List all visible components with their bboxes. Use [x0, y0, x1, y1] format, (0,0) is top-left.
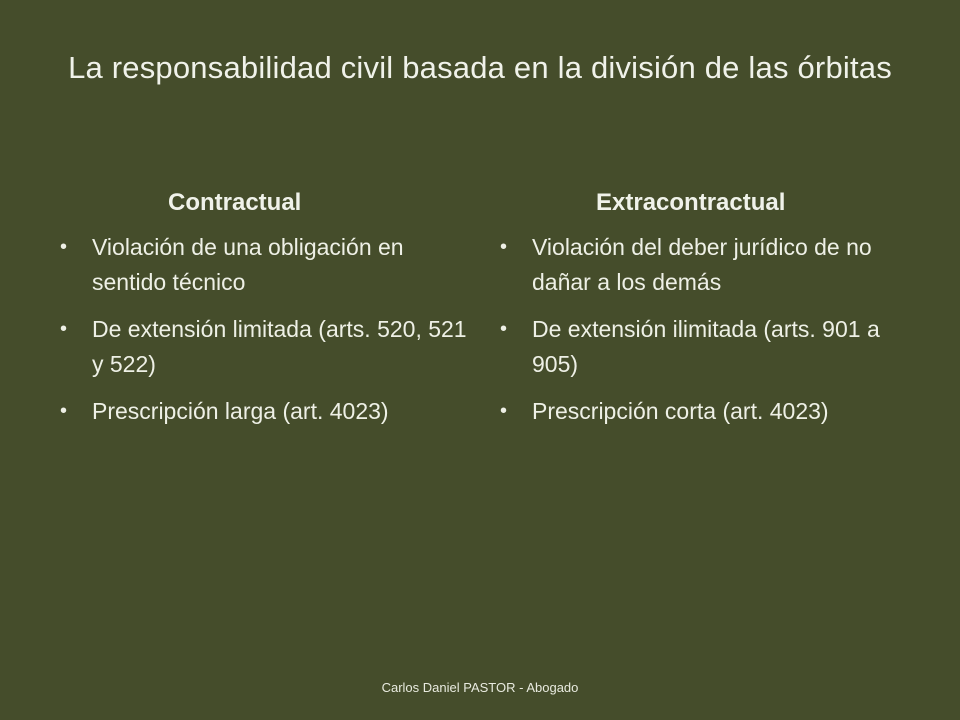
bullet-dot-icon: • [60, 318, 68, 340]
bullet-dot-icon: • [60, 236, 68, 258]
bullet-dot-icon: • [60, 400, 68, 422]
list-item [60, 394, 470, 429]
contractual-column [60, 188, 470, 441]
contractual-list [60, 230, 470, 429]
extracontractual-column [500, 188, 910, 441]
list-item [500, 230, 910, 300]
list-item-text: Prescripción larga (art. 4023) [92, 398, 389, 424]
list-item [500, 312, 910, 382]
bullet-dot-icon: • [500, 318, 508, 340]
list-item-text: Prescripción corta (art. 4023) [532, 398, 829, 424]
slide-footer: Carlos Daniel PASTOR - Abogado [381, 680, 579, 695]
list-item-text: Violación de una obligación en sentido técnico [92, 234, 404, 295]
list-item [60, 230, 470, 300]
contractual-heading: Contractual [168, 189, 302, 216]
bullet-dot-icon: • [500, 400, 508, 422]
extracontractual-list [500, 230, 910, 429]
extracontractual-heading: Extracontractual [596, 189, 786, 216]
list-item-text: De extensión limitada (arts. 520, 521 y 522) [92, 316, 467, 377]
list-item-text: Violación del deber jurídico de no dañar a los demás [532, 234, 872, 295]
list-item [60, 312, 470, 382]
slide-title: La responsabilidad civil basada en la división de las órbitas [68, 50, 892, 85]
list-item [500, 394, 910, 429]
list-item-text: De extensión ilimitada (arts. 901 a 905) [532, 316, 880, 377]
bullet-dot-icon: • [500, 236, 508, 258]
